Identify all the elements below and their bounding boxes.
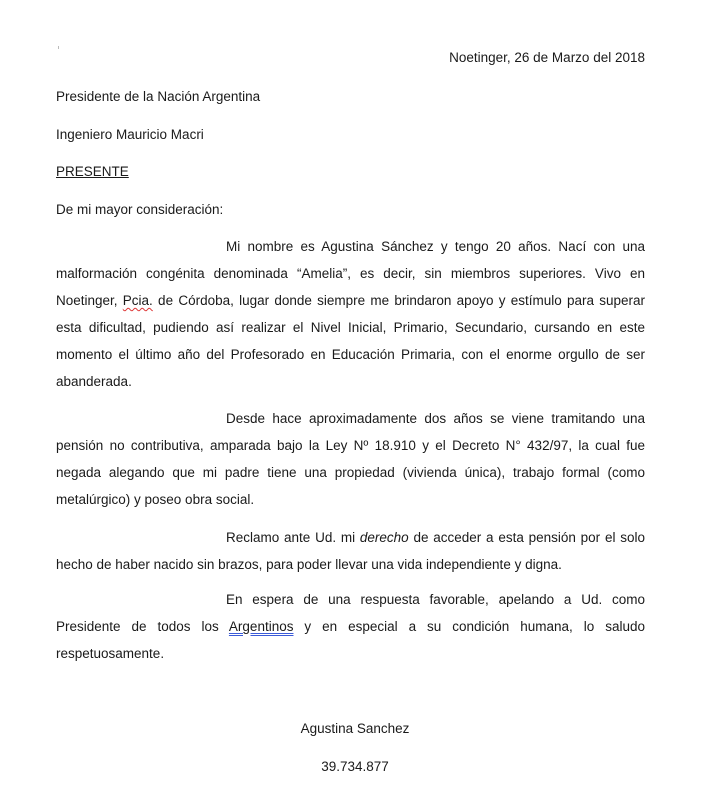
paragraph-closing bbox=[56, 591, 645, 672]
paragraph-line: Desde hace aproximadamente dos años se viene tramitando una bbox=[226, 411, 645, 426]
text-segment: Noetinger, bbox=[56, 293, 123, 308]
text-segment: Reclamo ante Ud. mi bbox=[226, 530, 360, 545]
paragraph-line bbox=[56, 292, 645, 319]
paragraph-line: hecho de haber nacido sin brazos, para poder llevar una vida independiente y digna. bbox=[56, 557, 562, 572]
letter-date: Noetinger, 26 de Marzo del 2018 bbox=[449, 50, 645, 65]
text-segment: y en especial a su condición humana, lo saludo bbox=[293, 619, 645, 634]
emphasized-word: derecho bbox=[359, 530, 409, 545]
paragraph-introduction bbox=[56, 238, 645, 400]
paragraph-line: metalúrgico) y poseo obra social. bbox=[56, 492, 255, 507]
paragraph-line: abanderada. bbox=[56, 374, 132, 389]
recipient-title: Presidente de la Nación Argentina bbox=[56, 89, 261, 104]
paragraph-line: negada alegando que mi padre tiene una propiedad (vivienda única), trabajo formal (como bbox=[56, 465, 645, 480]
salutation: De mi mayor consideración: bbox=[56, 202, 224, 217]
paragraph-line: momento el último año del Profesorado en Educación Primaria, con el enorme orgullo de ser bbox=[56, 347, 645, 362]
paragraph-line bbox=[56, 529, 645, 556]
margin-mark bbox=[58, 46, 59, 49]
paragraph-pension bbox=[56, 410, 645, 518]
paragraph-line: respetuosamente. bbox=[56, 646, 165, 661]
signature-name: Agustina Sanchez bbox=[300, 721, 410, 736]
paragraph-line: pensión no contributiva, amparada bajo la Ley Nº 18.910 y el Decreto N° 432/97, la cual fue bbox=[56, 438, 645, 453]
spellcheck-flagged-word: Pcia. bbox=[122, 293, 153, 308]
grammar-flagged-word: Argentinos bbox=[228, 619, 294, 634]
paragraph-line bbox=[56, 618, 645, 645]
text-segment: de Córdoba, lugar donde siempre me brindaron apoyo y estímulo para superar bbox=[152, 293, 645, 308]
recipient-presente: PRESENTE bbox=[56, 164, 129, 179]
text-segment: de acceder a esta pensión por el solo bbox=[408, 530, 645, 545]
paragraph-line: Mi nombre es Agustina Sánchez y tengo 20 años. Nací con una bbox=[226, 239, 645, 254]
recipient-name: Ingeniero Mauricio Macri bbox=[56, 127, 204, 142]
paragraph-line: En espera de una respuesta favorable, apelando a Ud. como bbox=[226, 592, 645, 607]
paragraph-claim bbox=[56, 529, 645, 583]
text-segment: Presidente de todos los bbox=[56, 619, 229, 634]
paragraph-line: esta dificultad, pudiendo así realizar el Nivel Inicial, Primario, Secundario, cursando en este bbox=[56, 320, 645, 335]
paragraph-line: malformación congénita denominada “Amelia”, es decir, sin miembros superiores. Vivo en bbox=[56, 266, 645, 281]
signature-id-number: 39.734.877 bbox=[321, 759, 389, 774]
